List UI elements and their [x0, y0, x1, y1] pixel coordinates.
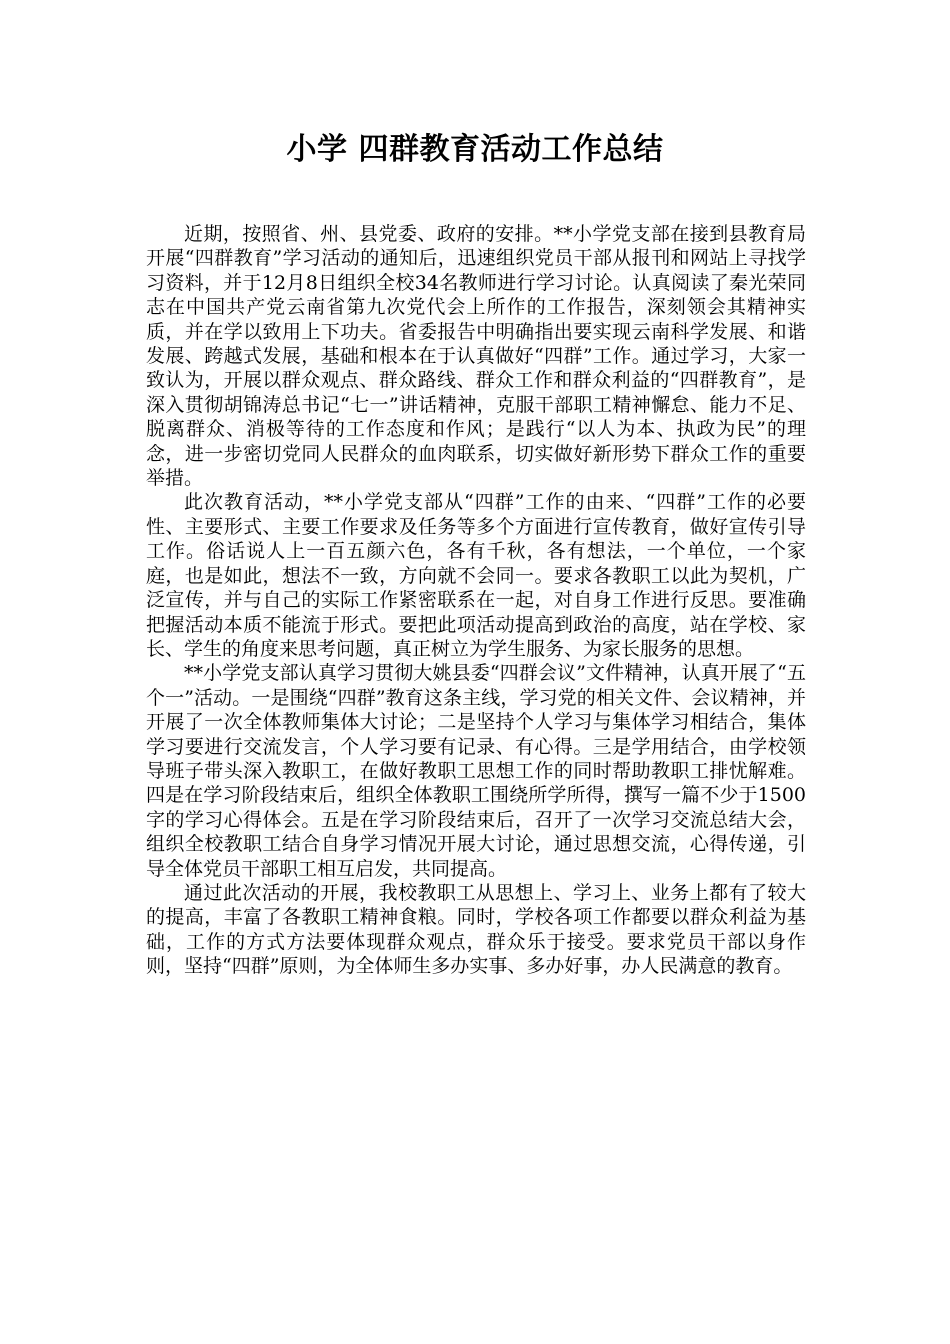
document-body [146, 222, 806, 979]
paragraph-4: 通过此次活动的开展，我校教职工从思想上、学习上、业务上都有了较大的提高，丰富了各教职工精神食粮。同时，学校各项工作都要以群众利益为基础，工作的方式方法要体现群众观点，群众乐于接受。要求党员干部以身作则，坚持“四群”原则，为全体师生多办实事、多办好事，办人民满意的教育。 [146, 881, 806, 978]
document-title: 小学 四群教育活动工作总结 [286, 132, 664, 167]
paragraph-3: **小学党支部认真学习贯彻大姚县委“四群会议”文件精神，认真开展了“五个一”活动。一是围绕“四群”教育这条主线，学习党的相关文件、会议精神，并开展了一次全体教师集体大讨论；二是坚持个人学习与集体学习相结合，集体学习要进行交流发言，个人学习要有记录、有心得。三是学用结合，由学校领导班子带头深入教职工，在做好教职工思想工作的同时帮助教职工排忧解难。四是在学习阶段结束后，组织全体教职工围绕所学所得，撰写一篇不少于1500字的学习心得体会。五是在学习阶段结束后，召开了一次学习交流总结大会，组织全校教职工结合自身学习情况开展大讨论，通过思想交流，心得传递，引导全体党员干部职工相互启发，共同提高。 [146, 662, 806, 880]
paragraph-2: 此次教育活动，**小学党支部从“四群”工作的由来、“四群”工作的必要性、主要形式、主要工作要求及任务等多个方面进行宣传教育，做好宣传引导工作。俗话说人上一百五颜六色，各有千秋，各有想法，一个单位，一个家庭，也是如此，想法不一致，方向就不会同一。要求各教职工以此为契机，广泛宣传，并与自己的实际工作紧密联系在一起，对自身工作进行反思。要准确把握活动本质不能流于形式。要把此项活动提高到政治的高度，站在学校、家长、学生的角度来思考问题，真正树立为学生服务、为家长服务的思想。 [146, 491, 806, 660]
paragraph-1: 近期，按照省、州、县党委、政府的安排。**小学党支部在接到县教育局开展“四群教育”学习活动的通知后，迅速组织党员干部从报刊和网站上寻找学习资料，并于12月8日组织全校34名教师进行学习讨论。认真阅读了秦光荣同志在中国共产党云南省第九次党代会上所作的工作报告，深刻领会其精神实质，并在学以致用上下功夫。省委报告中明确指出要实现云南科学发展、和谐发展、跨越式发展，基础和根本在于认真做好“四群”工作。通过学习，大家一致认为，开展以群众观点、群众路线、群众工作和群众利益的“四群教育”，是深入贯彻胡锦涛总书记“七一”讲话精神，克服干部职工精神懈怠、能力不足、脱离群众、消极等待的工作态度和作风；是践行“以人为本、执政为民”的理念，进一步密切党同人民群众的血肉联系，切实做好新形势下群众工作的重要举措。 [146, 223, 806, 490]
